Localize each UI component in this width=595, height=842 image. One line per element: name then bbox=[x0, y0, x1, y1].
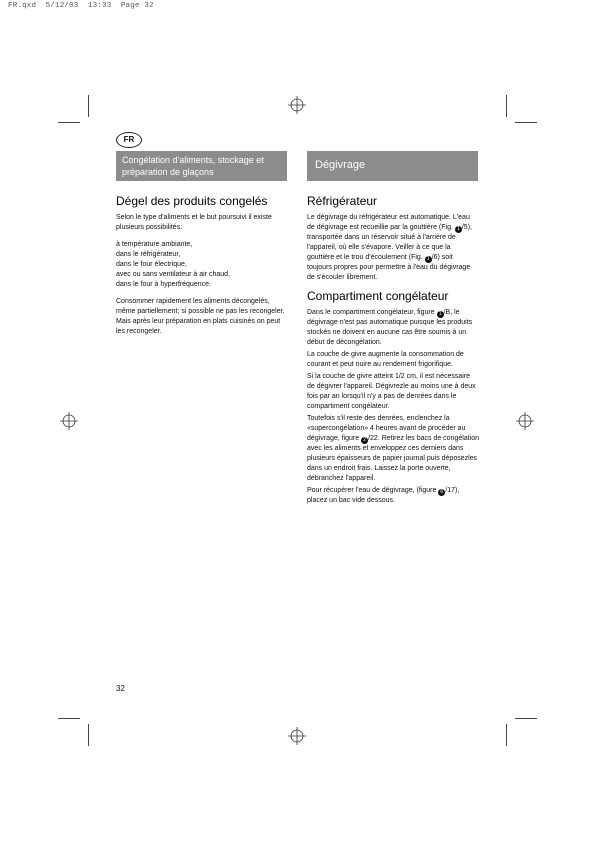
print-slug: FR.qxd 5/12/03 13:33 Page 32 bbox=[8, 2, 154, 10]
list-item: avec ou sans ventilateur à air chaud, bbox=[116, 271, 231, 278]
section-header-defrosting: Dégivrage bbox=[307, 151, 478, 181]
figure-number-icon: 1 bbox=[425, 256, 432, 263]
thawing-title: Dégel des produits congelés bbox=[116, 194, 268, 208]
fridge-paragraph: Le dégivrage du réfrigérateur est automatique. L'eau de dégivrage est recueillie par la gouttière (Fig. 1 /5), transportée dans un réservoir situé à l'arrière de l'appareil, où elle s'évapore. Veiller à ce que la gouttière et le trou d'écoulement (Fig. 1 /6) soit toujours propres pour permettre à l'eau du dégivrage de s'écouler librement. bbox=[307, 214, 472, 281]
crop-mark bbox=[88, 724, 89, 746]
list-item: dans le four à hyperfréquence. bbox=[116, 281, 211, 288]
registration-mark-icon bbox=[288, 727, 306, 745]
figure-number-icon: 1 bbox=[455, 226, 462, 233]
registration-mark-icon bbox=[516, 412, 534, 430]
crop-mark bbox=[515, 122, 537, 123]
figure-number-icon: 1 bbox=[437, 311, 444, 318]
crop-mark bbox=[88, 95, 89, 117]
registration-mark-icon bbox=[60, 412, 78, 430]
crop-mark bbox=[506, 724, 507, 746]
freezer-title: Compartiment congélateur bbox=[307, 289, 449, 303]
left-column bbox=[116, 194, 291, 344]
defrost-threshold-paragraph: Si la couche de givre atteint 1/2 cm, il est nécessaire de dégivrer l'appareil. Dégivrezle au moins une à deux fois par an lorsqu'il n'y a pas de denrées dans le compartiment congélateur. bbox=[307, 373, 476, 410]
thawing-methods-list bbox=[116, 240, 291, 290]
list-item: dans le four électrique, bbox=[116, 261, 187, 268]
right-column bbox=[307, 194, 479, 508]
fridge-title: Réfrigérateur bbox=[307, 194, 378, 208]
crop-mark bbox=[515, 718, 537, 719]
section-header-freezing: Congélation d'aliments, stockage et préparation de glaçons bbox=[116, 151, 287, 181]
crop-mark bbox=[58, 718, 80, 719]
water-collection-paragraph: Pour récupérer l'eau de dégivrage, (figure 6 /17), placez un bac vide dessous. bbox=[307, 487, 460, 504]
thawing-advice: Consommer rapidement les aliments décongelés, même partiellement; si possible ne pas les recongeler. Mais après leur préparation en plats cuisinés on peut les recongeler. bbox=[116, 298, 285, 335]
registration-mark-icon bbox=[288, 96, 306, 114]
figure-number-icon: 6 bbox=[438, 489, 445, 496]
figure-number-icon: 2 bbox=[361, 437, 368, 444]
frost-paragraph: La couche de givre augmente la consommation de courant et peut nuire au rendement frigorifique. bbox=[307, 351, 464, 368]
page-number: 32 bbox=[116, 684, 125, 693]
crop-mark bbox=[506, 95, 507, 117]
language-badge: FR bbox=[116, 132, 142, 148]
supercooling-paragraph: Toutefois s'il reste des denrées, enclenchez la «supercongélation» 4 heures avant de procéder au dégivrage, figure 2 /22. Retirez les bacs de congélation avec les aliments et enveloppez ces derniers dans plusieurs épaisseurs de papier journal puis déposezles dans un endroit frais. Laissez la porte ouverte, débranchez l'appareil. bbox=[307, 415, 479, 482]
freezer-paragraph: Dans le compartiment congélateur, figure 1 /B, le dégivrage n'est pas automatique puisque les produits stockés ne doivent en aucune cas être soumis à un début de décongélation. bbox=[307, 309, 473, 346]
crop-mark bbox=[58, 122, 80, 123]
list-item: dans le réfrigérateur, bbox=[116, 251, 181, 258]
list-item: à température ambiante, bbox=[116, 241, 193, 248]
thawing-intro: Selon le type d'aliments et le but poursuivi il existe plusieurs possibilités: bbox=[116, 214, 272, 231]
